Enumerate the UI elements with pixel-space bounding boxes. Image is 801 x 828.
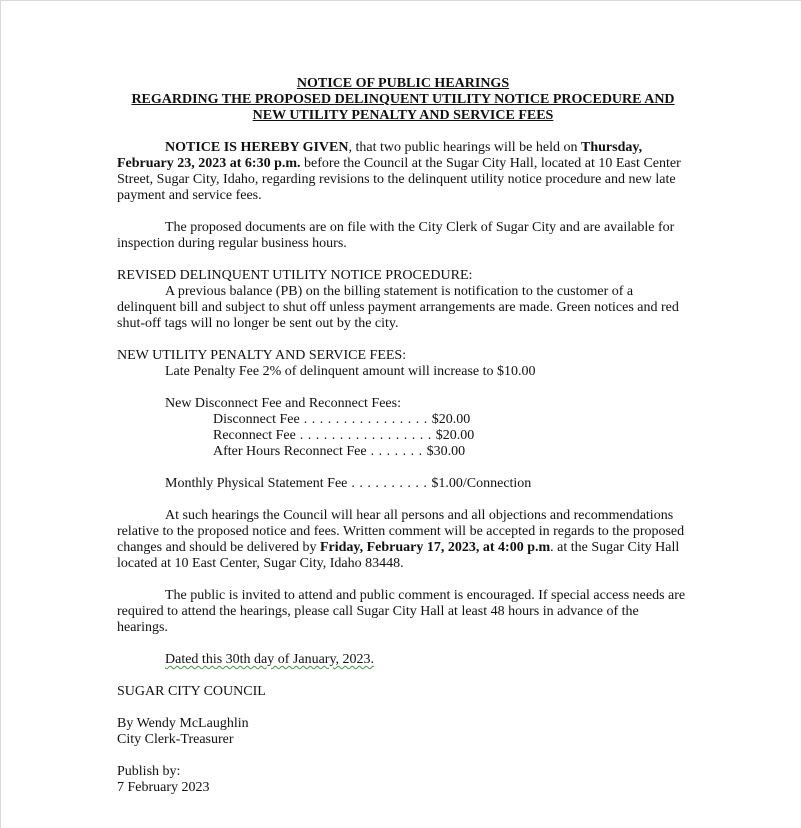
notice-title xyxy=(117,76,689,124)
hearing-paragraph xyxy=(117,508,689,572)
fee-amount: $30.00 xyxy=(426,444,466,459)
fee-leader: . . . . . . . . . . . . . . . . . xyxy=(295,428,436,443)
comment-deadline: Friday, February 17, 2023, at 4:00 p.m xyxy=(319,540,551,555)
late-penalty-line: Late Penalty Fee 2% of delinquent amount will increase to $10.00 xyxy=(165,364,536,379)
title-line-3: NEW UTILITY PENALTY AND SERVICE FEES xyxy=(252,108,554,123)
procedure-heading: REVISED DELINQUENT UTILITY NOTICE PROCEDURE: xyxy=(117,268,473,283)
fee-amount: $20.00 xyxy=(431,412,471,427)
notice-body xyxy=(117,76,689,796)
signer-name: By Wendy McLaughlin xyxy=(117,716,249,731)
intro-paragraph xyxy=(117,140,689,204)
fee-name: Disconnect Fee xyxy=(213,412,300,427)
intro-lead: NOTICE IS HEREBY GIVEN xyxy=(165,140,349,155)
intro-text-1: , that two public hearings will be held on xyxy=(348,140,581,155)
procedure-text: A previous balance (PB) on the billing statement is notification to the customer of a delinquent bill and subject to shut off unless payment arrangements are made. Green notices and red shut-off tags will no longer be sent out by the city. xyxy=(117,284,679,331)
fee-leader: . . . . . . . xyxy=(366,444,427,459)
fee-name: Monthly Physical Statement Fee xyxy=(165,476,348,491)
fee-amount: $1.00/Connection xyxy=(431,476,532,491)
fee-item-disconnect xyxy=(117,412,689,428)
publish-label: Publish by: xyxy=(117,764,181,779)
signer-role: City Clerk-Treasurer xyxy=(117,732,234,747)
documents-paragraph: The proposed documents are on file with the City Clerk of Sugar City and are available for inspection during regular business hours. xyxy=(117,220,675,251)
hearing-text-2: . at the Sugar City Hall located at 10 East Center, Sugar City, Idaho 83448. xyxy=(117,540,680,571)
dated-text: Dated this 30th day of January, 2023. xyxy=(165,652,375,667)
hearing-text-1: At such hearings the Council will hear all persons and all objections and recommendations relative to the proposed notice and fees. Written comment will be accepted in regards to the proposed changes and should be delivered by xyxy=(117,508,685,555)
intro-text-2: before the Council at the Sugar City Hall, located at 10 East Center Street, Sugar City, Idaho, regarding revisions to the delinquent utility notice procedure and new late payment and service fees. xyxy=(117,156,681,203)
publish-date: 7 February 2023 xyxy=(117,780,210,795)
hearing-date: Thursday, February 23, 2023 at 6:30 p.m. xyxy=(117,140,643,171)
title-line-1: NOTICE OF PUBLIC HEARINGS xyxy=(296,76,510,91)
title-line-2: REGARDING THE PROPOSED DELINQUENT UTILITY NOTICE PROCEDURE AND xyxy=(131,92,675,107)
fee-item-reconnect xyxy=(117,428,689,444)
fee-name: Reconnect Fee xyxy=(213,428,296,443)
public-paragraph: The public is invited to attend and public comment is encouraged. If special access needs are required to attend the hearings, please call Sugar City Hall at least 48 hours in advance of the hearings. xyxy=(117,588,686,635)
reconnect-fees-heading: New Disconnect Fee and Reconnect Fees: xyxy=(165,396,401,411)
monthly-statement-fee xyxy=(117,476,689,492)
fee-leader: . . . . . . . . . . xyxy=(347,476,432,491)
fee-item-after-hours xyxy=(117,444,689,460)
fees-heading: NEW UTILITY PENALTY AND SERVICE FEES: xyxy=(117,348,407,363)
fee-leader: . . . . . . . . . . . . . . . . xyxy=(299,412,432,427)
dated-line xyxy=(117,652,689,668)
council-name: SUGAR CITY COUNCIL xyxy=(117,684,266,699)
fee-amount: $20.00 xyxy=(435,428,475,443)
fee-name: After Hours Reconnect Fee xyxy=(213,444,367,459)
